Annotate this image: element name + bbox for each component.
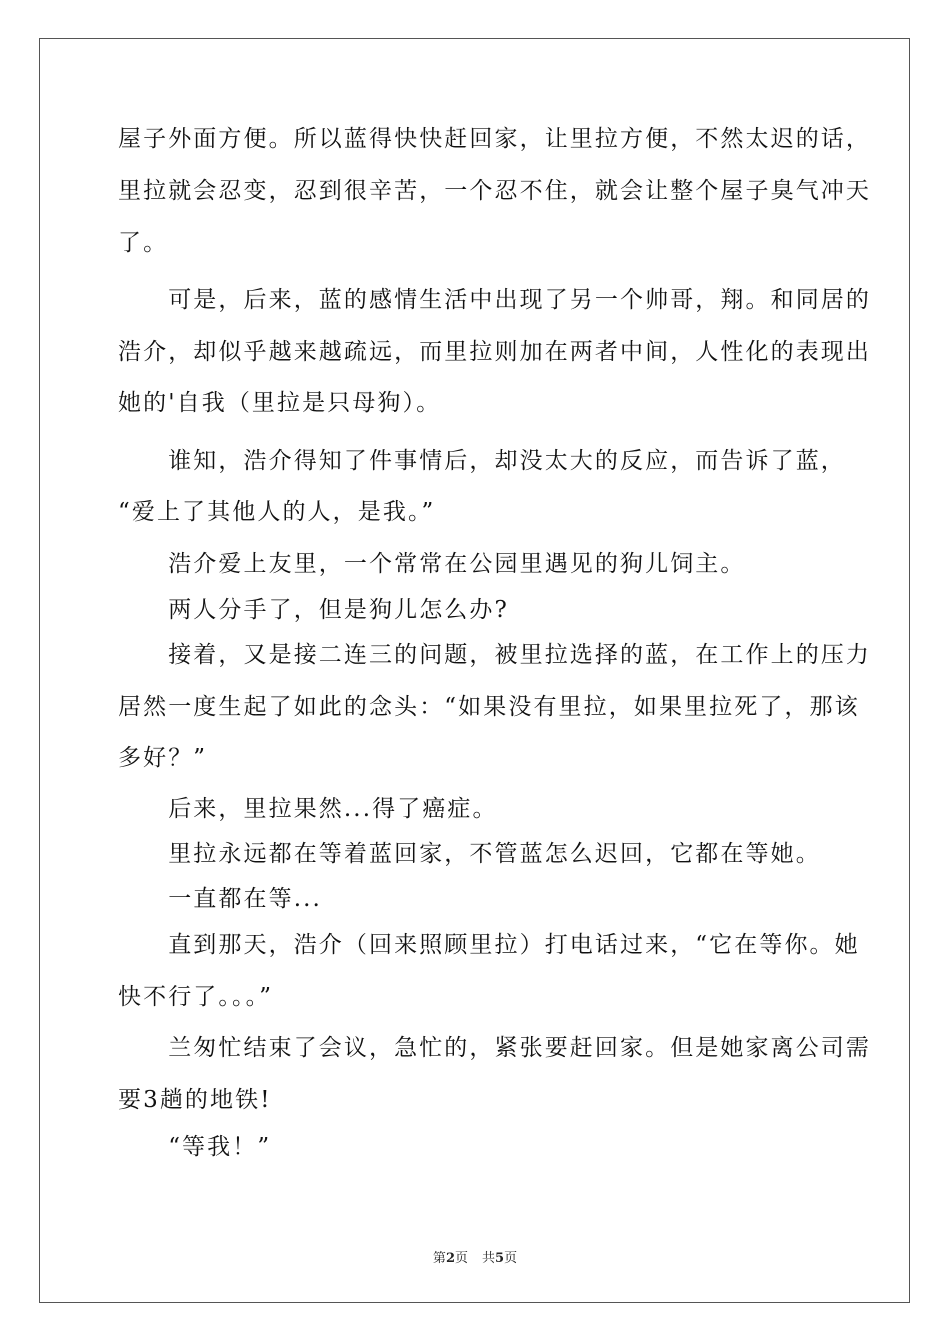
- text-line: 居然一度生起了如此的念头：“如果没有里拉，如果里拉死了，那该: [118, 694, 860, 720]
- page-number: 2: [445, 1251, 455, 1266]
- total-pages: 5: [495, 1251, 505, 1266]
- page-footer: [0, 1247, 950, 1266]
- text-line: 了。: [118, 230, 169, 256]
- text-line: 屋子外面方便。所以蓝得快快赶回家，让里拉方便，不然太迟的话，: [118, 126, 871, 152]
- text-line: 快不行了。。。”: [118, 984, 274, 1010]
- text-line: “等我！”: [118, 1134, 272, 1160]
- text-line: 要3趟的地铁!: [118, 1087, 272, 1113]
- page-suffix: 页: [454, 1251, 468, 1266]
- text-line: “爱上了其他人的人，是我。”: [118, 499, 436, 525]
- text-line: 兰匆忙结束了会议，急忙的，紧张要赶回家。但是她家离公司需: [118, 1035, 871, 1061]
- text-line: 里拉就会忍变，忍到很辛苦，一个忍不住，就会让整个屋子臭气冲天: [118, 178, 871, 204]
- text-line: 两人分手了，但是狗儿怎么办?: [118, 597, 509, 623]
- text-line: 浩介爱上友里，一个常常在公园里遇见的狗儿饲主。: [118, 551, 746, 577]
- text-line: 谁知，浩介得知了件事情后，却没太大的反应，而告诉了蓝，: [118, 448, 846, 474]
- text-line: 浩介，却似乎越来越疏远，而里拉则加在两者中间，人性化的表现出: [118, 339, 871, 365]
- text-line: 多好？”: [118, 745, 208, 771]
- total-suffix: 页: [504, 1251, 518, 1266]
- text-line: 后来，里拉果然...得了癌症。: [118, 796, 498, 822]
- total-prefix: 共: [482, 1251, 496, 1266]
- text-line: 里拉永远都在等着蓝回家，不管蓝怎么迟回，它都在等她。: [118, 841, 821, 867]
- text-line: 接着，又是接二连三的问题，被里拉选择的蓝，在工作上的压力: [118, 642, 871, 668]
- text-line: 可是，后来，蓝的感情生活中出现了另一个帅哥，翔。和同居的: [118, 287, 871, 313]
- text-line: 直到那天，浩介（回来照顾里拉）打电话过来，“它在等你。她: [118, 932, 860, 958]
- text-line: 她的'自我（里拉是只母狗）。: [118, 390, 442, 416]
- text-line: 一直都在等...: [118, 886, 322, 912]
- page-prefix: 第: [432, 1251, 446, 1266]
